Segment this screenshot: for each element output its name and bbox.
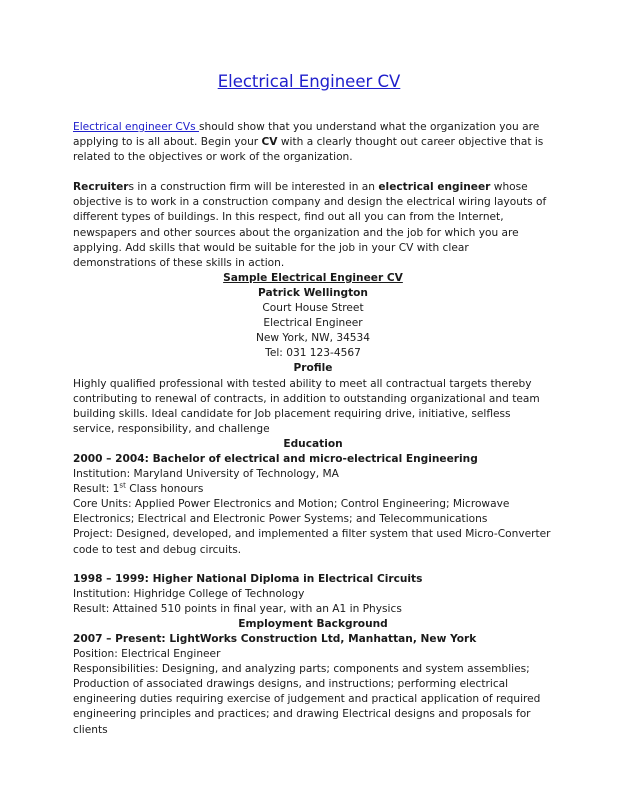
profile-text: Highly qualified professional with tested ability to meet all contractual targets thereby contributing to renewal of contracts, in addition to outstanding organizational and team building skills. Ideal candidate for Job placement requiring drive, initiative, selfless service, responsibility, and challenge <box>73 377 540 435</box>
edu1-project: Project: Designed, developed, and implemented a filter system that used Micro-Converter code to test and debug circuits. <box>73 528 551 556</box>
recruiter-text-b: whose objective is to work in a construction company and design the electrical wiring layouts of different types of buildings. In this respect, find out all you can from the Internet, newspapers and other sources about the organization and the job for which you are applying. Add skills that would be suitable for the job in your CV with clear demonstrations of these skills in action. <box>73 181 547 269</box>
intro-text-b: with a clearly thought out career objective that is related to the objectives or work of the organization. <box>73 136 544 164</box>
recruiter-paragraph <box>73 180 553 271</box>
edu1-result-b: Class honours <box>125 483 204 496</box>
edu1-result-a: Result: 1 <box>73 483 120 496</box>
education-heading: Education <box>283 437 343 450</box>
electrical-engineer-bold: electrical engineer <box>378 181 491 194</box>
intro-bold-cv: CV <box>261 136 278 149</box>
edu2-result: Result: Attained 510 points in final year, with an A1 in Physics <box>73 602 402 615</box>
recruiter-text-a: s in a construction firm will be interested in an <box>128 181 379 194</box>
edu1-result-sup: st <box>119 481 126 490</box>
address-line: Court House Street <box>262 302 364 315</box>
sample-cv-heading: Sample Electrical Engineer CV <box>223 271 403 284</box>
job1-position: Position: Electrical Engineer <box>73 648 221 661</box>
intro-text-a: should show that you understand what the organization you are applying to is all about. Begin your <box>73 121 540 149</box>
role-line: Electrical Engineer <box>263 317 363 330</box>
edu1-result <box>73 482 553 497</box>
city-line: New York, NW, 34534 <box>255 332 371 345</box>
job1-responsibilities: Responsibilities: Designing, and analyzing parts; components and system assemblies; Production of associated drawings designs, and instructions; performing electrical engineering duties requiring exercise of judgement and practical application of required engineering principles and practices; and drawing Electrical designs and proposals for clients <box>73 663 541 736</box>
profile-heading: Profile <box>293 362 333 375</box>
edu2-heading: 1998 – 1999: Higher National Diploma in Electrical Circuits <box>73 572 423 585</box>
edu1-heading: 2000 – 2004: Bachelor of electrical and micro-electrical Engineering <box>73 452 478 465</box>
edu2-institution: Institution: Highridge College of Technology <box>73 587 305 600</box>
candidate-name: Patrick Wellington <box>258 286 368 299</box>
edu1-institution: Institution: Maryland University of Technology, MA <box>73 468 339 481</box>
tel-line: Tel: 031 123-4567 <box>265 347 361 360</box>
page-title: Electrical Engineer CV <box>217 72 401 91</box>
intro-paragraph <box>73 120 553 165</box>
document-body <box>73 120 553 738</box>
recruiter-bold: Recruiter <box>73 181 129 194</box>
edu1-core-units: Core Units: Applied Power Electronics and Motion; Control Engineering; Microwave Electronics; Electrical and Electronic Power Systems; and Telecommunications <box>73 498 510 526</box>
job1-heading: 2007 – Present: LightWorks Construction Ltd, Manhattan, New York <box>73 633 477 645</box>
cv-link[interactable]: Electrical engineer CVs <box>73 121 199 133</box>
employment-heading: Employment Background <box>238 617 388 630</box>
